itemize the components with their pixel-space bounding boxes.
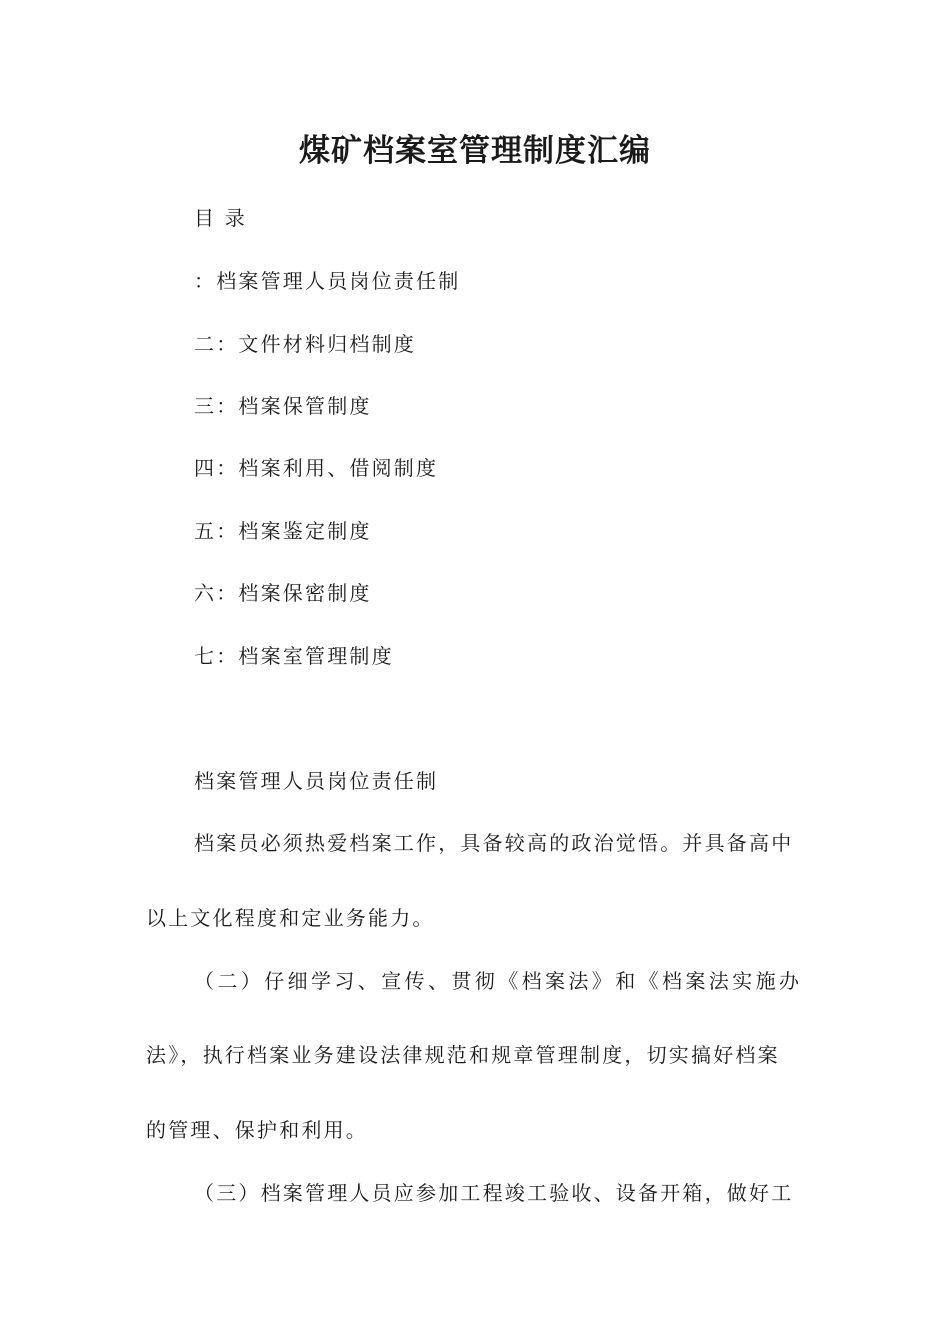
section-heading: 档案管理人员岗位责任制	[194, 769, 439, 793]
toc-item: 七：档案室管理制度	[194, 644, 394, 668]
paragraph-line: 以上文化程度和定业务能力。	[146, 906, 435, 930]
toc-item: 五：档案鉴定制度	[194, 519, 372, 543]
toc-item: 四：档案利用、借阅制度	[194, 456, 439, 480]
toc-item: 二：文件材料归档制度	[194, 332, 416, 356]
paragraph-line: （二）仔细学习、宣传、贯彻《档案法》和《档案法实施办	[194, 969, 803, 993]
toc-heading: 目 录	[194, 206, 247, 230]
document-title: 煤矿档案室管理制度汇编	[299, 133, 651, 169]
paragraph-line: 法》，执行档案业务建设法律规范和规章管理制度，切实搞好档案	[146, 1043, 780, 1067]
toc-item: 三：档案保管制度	[194, 394, 372, 418]
paragraph-line: 档案员必须热爱档案工作，具备较高的政治觉悟。并具备高中	[194, 831, 794, 855]
toc-item: 六：档案保密制度	[194, 581, 372, 605]
paragraph-line: 的管理、保护和利用。	[146, 1118, 368, 1142]
paragraph-line: （三）档案管理人员应参加工程竣工验收、设备开箱，做好工	[194, 1181, 794, 1205]
toc-item: ：档案管理人员岗位责任制	[194, 269, 461, 293]
